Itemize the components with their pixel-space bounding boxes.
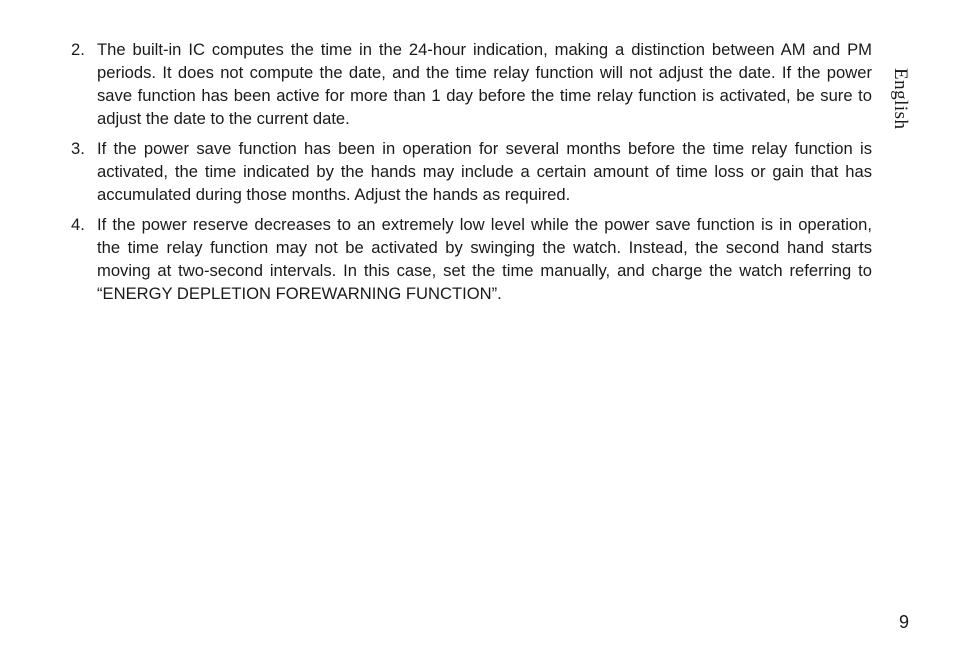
list-item-number: 3. [71, 139, 85, 158]
language-side-label: English [890, 68, 911, 130]
list-item-text: The built-in IC computes the time in the 24-hour indication, making a distinction between AM and PM periods. It does not compute the date, and the time relay function will not adjust the date. If the power save function has been active for more than 1 day before the time relay function is activated, be sure to adjust the date to the current date. [97, 40, 872, 128]
list-item-number: 4. [71, 215, 85, 234]
instruction-list [71, 38, 872, 312]
page-number: 9 [899, 612, 910, 632]
list-item [71, 137, 872, 206]
list-item-text: If the power reserve decreases to an extremely low level while the power save function is in operation, the time relay function may not be activated by swinging the watch. Instead, the second hand starts moving at two-second intervals. In this case, set the time manually, and charge the watch referring to “ENERGY DEPLETION FOREWARNING FUNCTION”. [97, 215, 872, 303]
list-item-number: 2. [71, 40, 85, 59]
list-item [71, 213, 872, 305]
list-item [71, 38, 872, 130]
list-item-text: If the power save function has been in operation for several months before the time relay function is activated, the time indicated by the hands may include a certain amount of time loss or gain that has accumulated during those months. Adjust the hands as required. [97, 139, 872, 204]
